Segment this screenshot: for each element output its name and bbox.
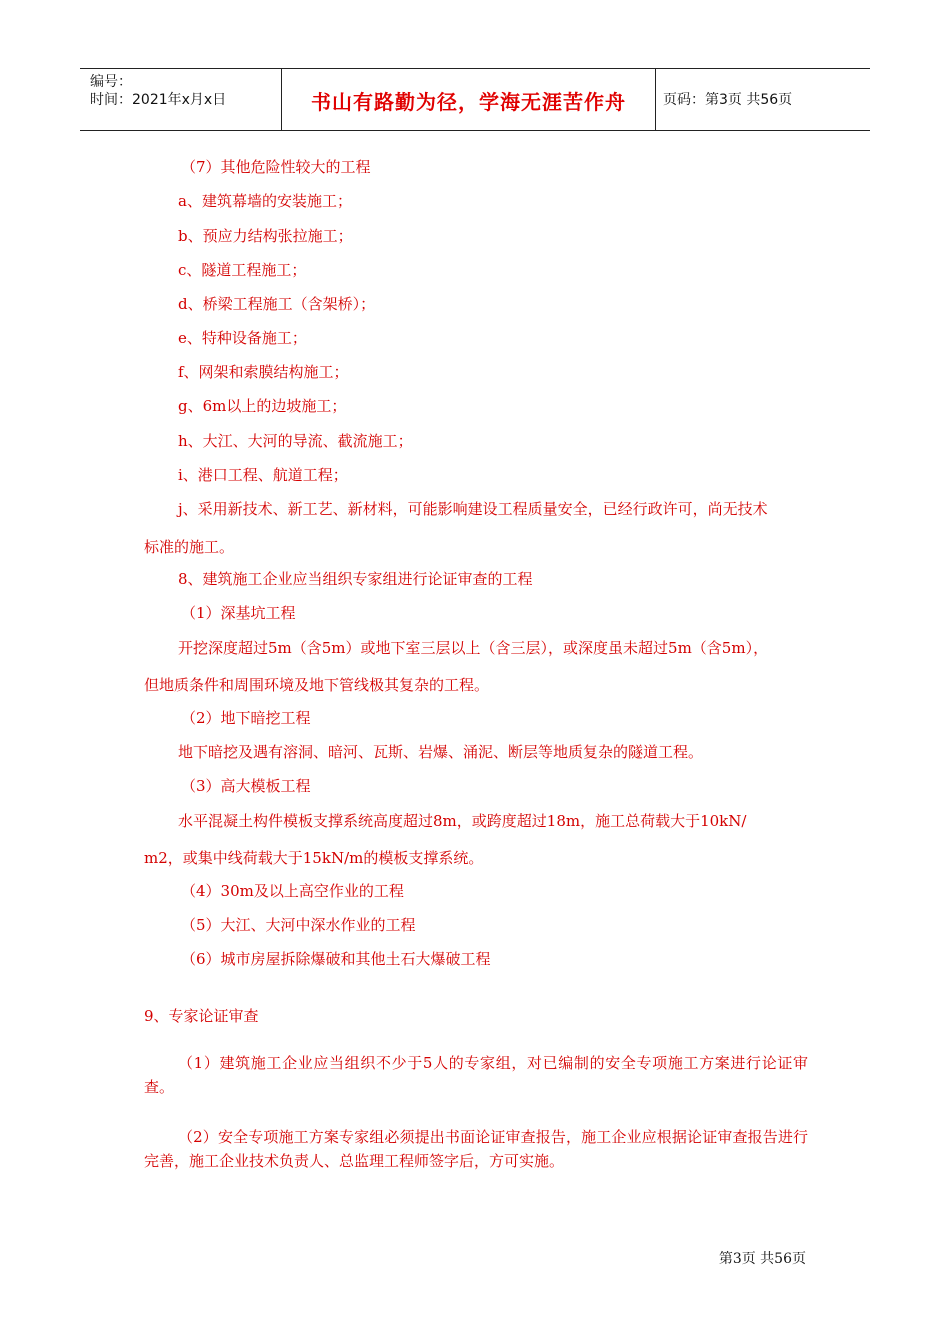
subsection-heading: （4）30m及以上高空作业的工程 [181, 882, 404, 900]
header-page-cell [655, 69, 870, 130]
list-item: e、特种设备施工； [178, 329, 307, 347]
list-item: c、隧道工程施工； [178, 261, 307, 279]
header-page-number: 页码：第3页 共56页 [663, 92, 793, 108]
subsection-heading: （5）大江、大河中深水作业的工程 [181, 916, 416, 934]
header-motto-cell [281, 69, 656, 130]
list-item: j、采用新技术、新工艺、新材料，可能影响建设工程质量安全，已经行政许可，尚无技术 [178, 500, 768, 518]
body-paragraph: （2）安全专项施工方案专家组必须提出书面论证审查报告，施工企业应根据论证审查报告进行完善，施工企业技术负责人、总监理工程师签字后，方可实施。 [144, 1128, 808, 1170]
document-code-label: 编号： [90, 74, 132, 90]
subsection-heading: （3）高大模板工程 [181, 777, 311, 795]
header-meta-cell [80, 69, 281, 130]
page-header [80, 68, 870, 131]
body-text: 开挖深度超过5m（含5m）或地下室三层以上（含三层），或深度虽未超过5m（含5m）， [178, 639, 769, 657]
header-motto: 书山有路勤为径，学海无涯苦作舟 [311, 90, 626, 114]
subsection-heading: （1）深基坑工程 [181, 604, 296, 622]
page-footer-number: 第3页 共56页 [718, 1251, 806, 1267]
list-item: d、桥梁工程施工（含架桥）； [178, 295, 376, 313]
subsection-heading: （6）城市房屋拆除爆破和其他土石大爆破工程 [181, 950, 491, 968]
list-item: f、网架和索膜结构施工； [178, 363, 349, 381]
section-heading: 9、专家论证审查 [144, 1007, 259, 1025]
list-item: a、建筑幕墙的安装施工； [178, 192, 352, 210]
list-item: h、大江、大河的导流、截流施工； [178, 432, 413, 450]
body-text: 地下暗挖及遇有溶洞、暗河、瓦斯、岩爆、涌泥、断层等地质复杂的隧道工程。 [178, 743, 704, 761]
section-heading: 8、建筑施工企业应当组织专家组进行论证审查的工程 [178, 570, 533, 588]
list-heading: （7）其他危险性较大的工程 [181, 158, 371, 176]
body-text: 但地质条件和周围环境及地下管线极其复杂的工程。 [144, 676, 490, 694]
document-date-label: 时间：2021年x月x日 [90, 92, 227, 108]
body-text: m2，或集中线荷载大于15kN/m的模板支撑系统。 [144, 849, 484, 867]
body-paragraph: （1）建筑施工企业应当组织不少于5人的专家组，对已编制的安全专项施工方案进行论证审查。 [144, 1054, 808, 1096]
body-text: 水平混凝土构件模板支撑系统高度超过8m，或跨度超过18m，施工总荷载大于10kN/ [178, 812, 747, 830]
list-item: g、6m以上的边坡施工； [178, 397, 347, 415]
subsection-heading: （2）地下暗挖工程 [181, 709, 311, 727]
list-item: b、预应力结构张拉施工； [178, 227, 353, 245]
list-item-continuation: 标准的施工。 [144, 538, 235, 556]
list-item: i、港口工程、航道工程； [178, 466, 348, 484]
